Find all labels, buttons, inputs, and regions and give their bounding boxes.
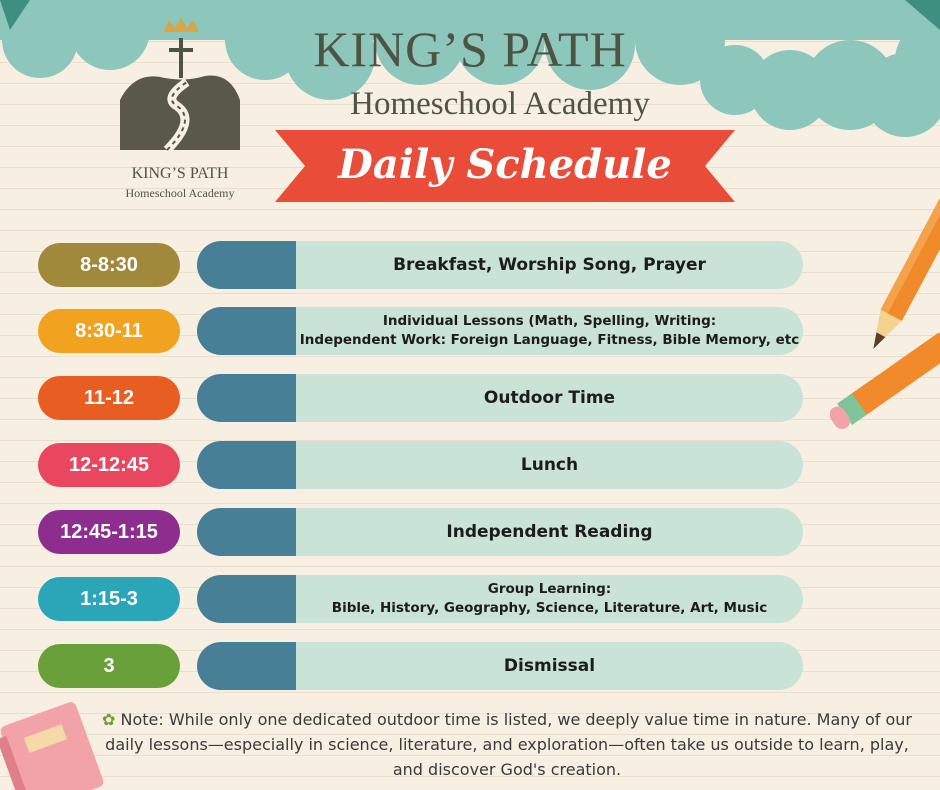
note-text (102, 707, 912, 782)
schedule-row (0, 307, 940, 355)
time-pill: 1:15-3 (38, 577, 180, 621)
activity-bar-tab (197, 374, 296, 422)
activity-bar-tab (197, 575, 296, 623)
schedule-row (0, 241, 940, 289)
activity-text (296, 307, 803, 355)
schedule-row (0, 575, 940, 623)
activity-label-line: Independent Work: Foreign Language, Fitness, Bible Memory, etc (299, 332, 800, 348)
time-pill: 12-12:45 (38, 443, 180, 487)
activity-label-line: Bible, History, Geography, Science, Literature, Art, Music (331, 600, 768, 616)
activity-bar-tab (197, 642, 296, 690)
activity-label-line: Group Learning: (487, 581, 612, 597)
time-pill: 3 (38, 644, 180, 688)
schedule-row (0, 508, 940, 556)
logo-name: KING’S PATH (131, 165, 229, 182)
leaf-icon: ✿ (102, 710, 116, 729)
activity-bar-tab (197, 241, 296, 289)
activity-label: Lunch (520, 455, 579, 475)
note-body: Note: While only one dedicated outdoor time is listed, we deeply value time in nature. Many of our daily lessons—especially in science, literature, and exploration—often take us outside to learn, play, and discover God's creation. (105, 710, 912, 779)
logo-subname: Homeschool Academy (125, 186, 235, 200)
notebook-icon (0, 690, 110, 790)
activity-label: Independent Reading (446, 522, 653, 542)
time-pill: 11-12 (38, 376, 180, 420)
activity-text (296, 508, 803, 556)
activity-bar (197, 508, 803, 556)
schedule-row (0, 374, 940, 422)
activity-bar-tab (197, 441, 296, 489)
activity-bar (197, 642, 803, 690)
activity-label: Dismissal (503, 656, 596, 676)
activity-bar (197, 374, 803, 422)
activity-bar (197, 575, 803, 623)
page-title: KING’S PATH (313, 21, 627, 77)
banner-title: Daily Schedule (338, 140, 672, 188)
activity-text (296, 441, 803, 489)
activity-bar-tab (197, 307, 296, 355)
activity-label: Outdoor Time (483, 388, 616, 408)
activity-label-line: Individual Lessons (Math, Spelling, Writing: (382, 313, 717, 329)
activity-label: Breakfast, Worship Song, Prayer (393, 255, 706, 275)
page-subtitle: Homeschool Academy (350, 86, 650, 122)
activity-text (296, 241, 803, 289)
time-pill: 8-8:30 (38, 243, 180, 287)
activity-bar (197, 441, 803, 489)
time-pill: 12:45-1:15 (38, 510, 180, 554)
schedule-row (0, 642, 940, 690)
activity-text (296, 575, 803, 623)
activity-bar-tab (197, 508, 296, 556)
time-pill: 8:30-11 (38, 309, 180, 353)
activity-bar (197, 241, 803, 289)
activity-text (296, 642, 803, 690)
activity-bar (197, 307, 803, 355)
schedule-row (0, 441, 940, 489)
activity-text (296, 374, 803, 422)
